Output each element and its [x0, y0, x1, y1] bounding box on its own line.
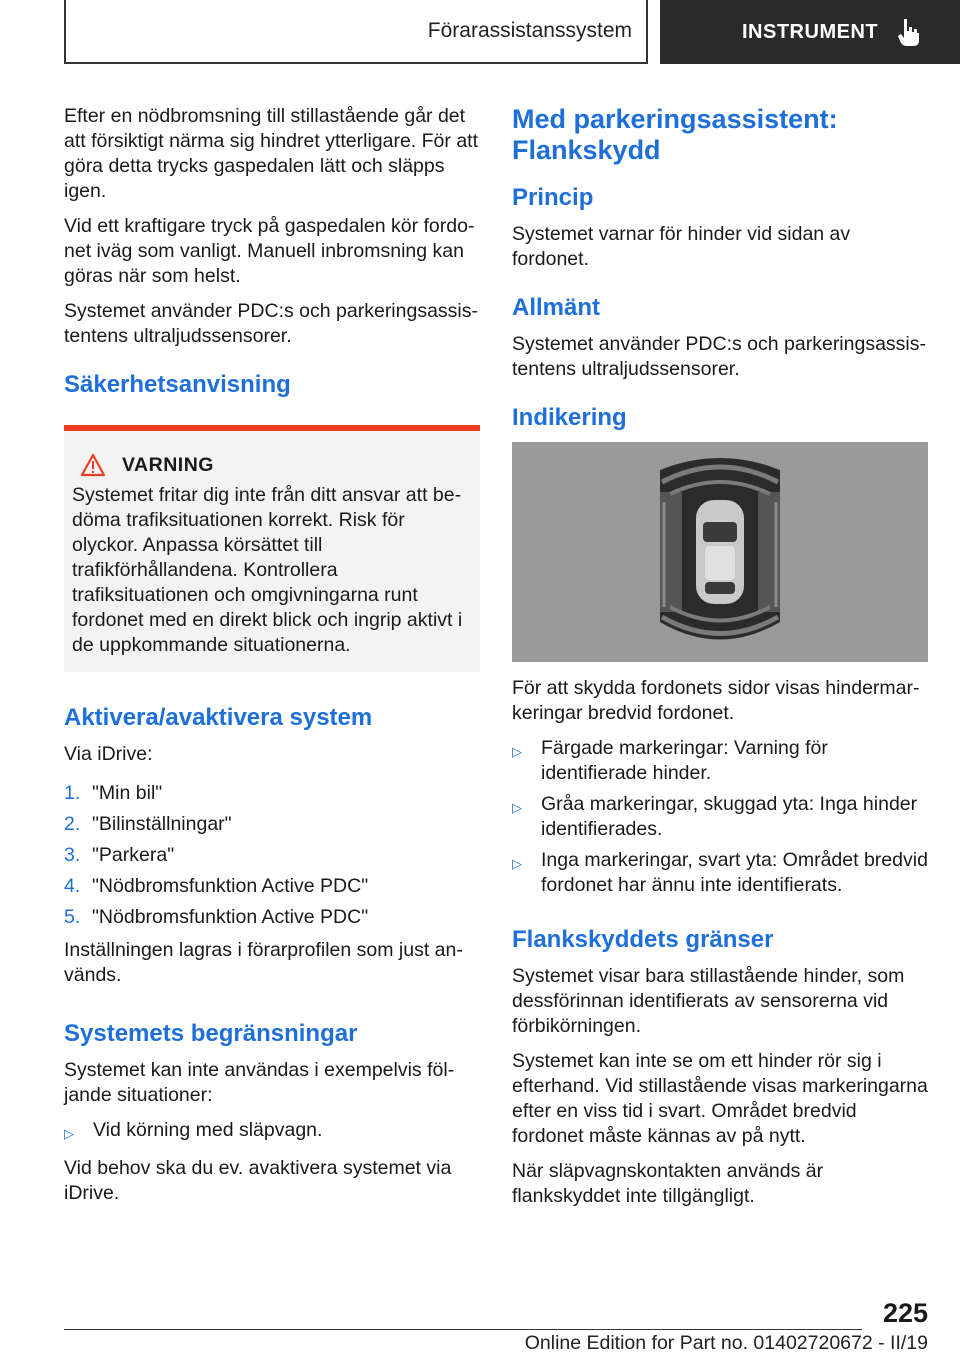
warning-box	[64, 425, 480, 672]
steps-list	[64, 781, 480, 930]
step-number: 3.	[64, 844, 81, 866]
step-text: "Nödbromsfunktion Active PDC"	[92, 906, 369, 928]
flank-limits-paragraph-1: Systemet visar bara stillastående hinder, som dessförinnan identifierats av sensorerna vid förbikörningen.	[512, 965, 905, 1037]
list-item	[64, 812, 480, 837]
edition-text: Online Edition for Part no. 01402720672 - II/19	[524, 1332, 928, 1354]
list-item	[64, 905, 480, 930]
list-item	[64, 843, 480, 868]
list-item	[512, 848, 928, 898]
warning-text: Systemet fritar dig inte från ditt ansvar att bedöma trafiksituationen korrekt. Risk för olyckor. Anpassa körsättet till trafikförhållandena. Kontrollera trafiksituationen och omgivningarna runt fordonet med en direkt blick och ingrip aktivt i de uppkommande situationerna.	[72, 484, 463, 656]
main-heading: Med parkeringsassistent: Flankskydd	[512, 104, 838, 165]
general-text: Systemet använder PDC:s och parkeringsassistentens ultraljudssensorer.	[512, 333, 927, 380]
activate-heading: Aktivera/avaktivera system	[64, 704, 373, 731]
right-column	[512, 104, 928, 1219]
header-section-box	[64, 0, 648, 64]
display-text: För att skydda fordonets sidor visas hindermarkeringar bredvid fordonet.	[512, 677, 920, 724]
saved-profile-text: Inställningen lagras i förarprofilen som just används.	[64, 939, 463, 986]
principle-heading: Princip	[512, 184, 594, 211]
list-item-text: Färgade markeringar: Varning för identifierade hinder.	[541, 737, 828, 784]
intro-paragraph-3: Systemet använder PDC:s och parkeringsassistentens ultraljudssensorer.	[64, 300, 479, 347]
page-number: 225	[882, 1298, 928, 1328]
left-column	[64, 104, 480, 1216]
footer-divider	[64, 1329, 862, 1330]
header-chapter-title: INSTRUMENT	[742, 20, 879, 43]
intro-paragraph-2: Vid ett kraftigare tryck på gaspedalen kör fordonet iväg som vanligt. Manuell inbromsning kan göras när som helst.	[64, 215, 475, 287]
flank-limits-paragraph-3: När släpvagnskontakten används är flankskyddet inte tillgängligt.	[512, 1160, 824, 1207]
list-item	[512, 792, 928, 842]
step-number: 2.	[64, 813, 81, 835]
list-item-text: Gråa markeringar, skuggad yta: Inga hinder identifierades.	[541, 793, 918, 840]
step-text: "Nödbromsfunktion Active PDC"	[92, 875, 369, 897]
triangle-bullet-icon: ▷	[64, 1126, 74, 1141]
limits-heading: Systemets begränsningar	[64, 1020, 358, 1047]
display-list	[512, 736, 928, 898]
list-item	[64, 781, 480, 806]
via-idrive-text: Via iDrive:	[64, 743, 153, 765]
pointing-hand-icon	[896, 17, 922, 47]
side-protection-figure	[512, 442, 928, 662]
limits-text: Systemet kan inte användas i exempelvis följande situationer:	[64, 1059, 455, 1106]
list-item	[64, 1118, 480, 1146]
step-text: "Parkera"	[92, 844, 175, 866]
list-item	[512, 736, 928, 786]
triangle-bullet-icon: ▷	[512, 856, 522, 871]
step-text: "Min bil"	[92, 782, 163, 804]
step-number: 4.	[64, 875, 81, 897]
general-heading: Allmänt	[512, 294, 601, 321]
safety-heading: Säkerhetsanvisning	[64, 371, 291, 398]
step-number: 1.	[64, 782, 81, 804]
intro-paragraph-1: Efter en nödbromsning till stillastående går det att försiktigt närma sig hindret ytterligare. För att göra detta trycks gaspedalen lätt och släpps igen.	[64, 105, 478, 202]
list-item-text: Vid körning med släpvagn.	[93, 1119, 323, 1141]
header-section-title: Förarassistanssystem	[427, 19, 632, 42]
triangle-bullet-icon: ▷	[512, 744, 522, 759]
list-item	[64, 874, 480, 899]
triangle-bullet-icon: ▷	[512, 800, 522, 815]
flank-limits-heading: Flankskyddets gränser	[512, 926, 774, 953]
flank-limits-paragraph-2: Systemet kan inte se om ett hinder rör sig i efterhand. Vid stillastående visas markeringarna efter en viss tid i svart. Området bredvid fordonet måste kännas av på nytt.	[512, 1050, 928, 1147]
limits-list	[64, 1118, 480, 1146]
step-text: "Bilinställningar"	[92, 813, 232, 835]
limits-after-text: Vid behov ska du ev. avaktivera systemet via iDrive.	[64, 1157, 452, 1204]
warning-triangle-icon	[80, 453, 106, 477]
step-number: 5.	[64, 906, 81, 928]
display-heading: Indikering	[512, 404, 627, 431]
list-item-text: Inga markeringar, svart yta: Området bredvid fordonet har ännu inte identifierats.	[541, 849, 928, 896]
principle-text: Systemet varnar för hinder vid sidan av fordonet.	[512, 223, 851, 270]
header-chapter-tab	[660, 0, 960, 64]
warning-title: VARNING	[122, 453, 214, 476]
